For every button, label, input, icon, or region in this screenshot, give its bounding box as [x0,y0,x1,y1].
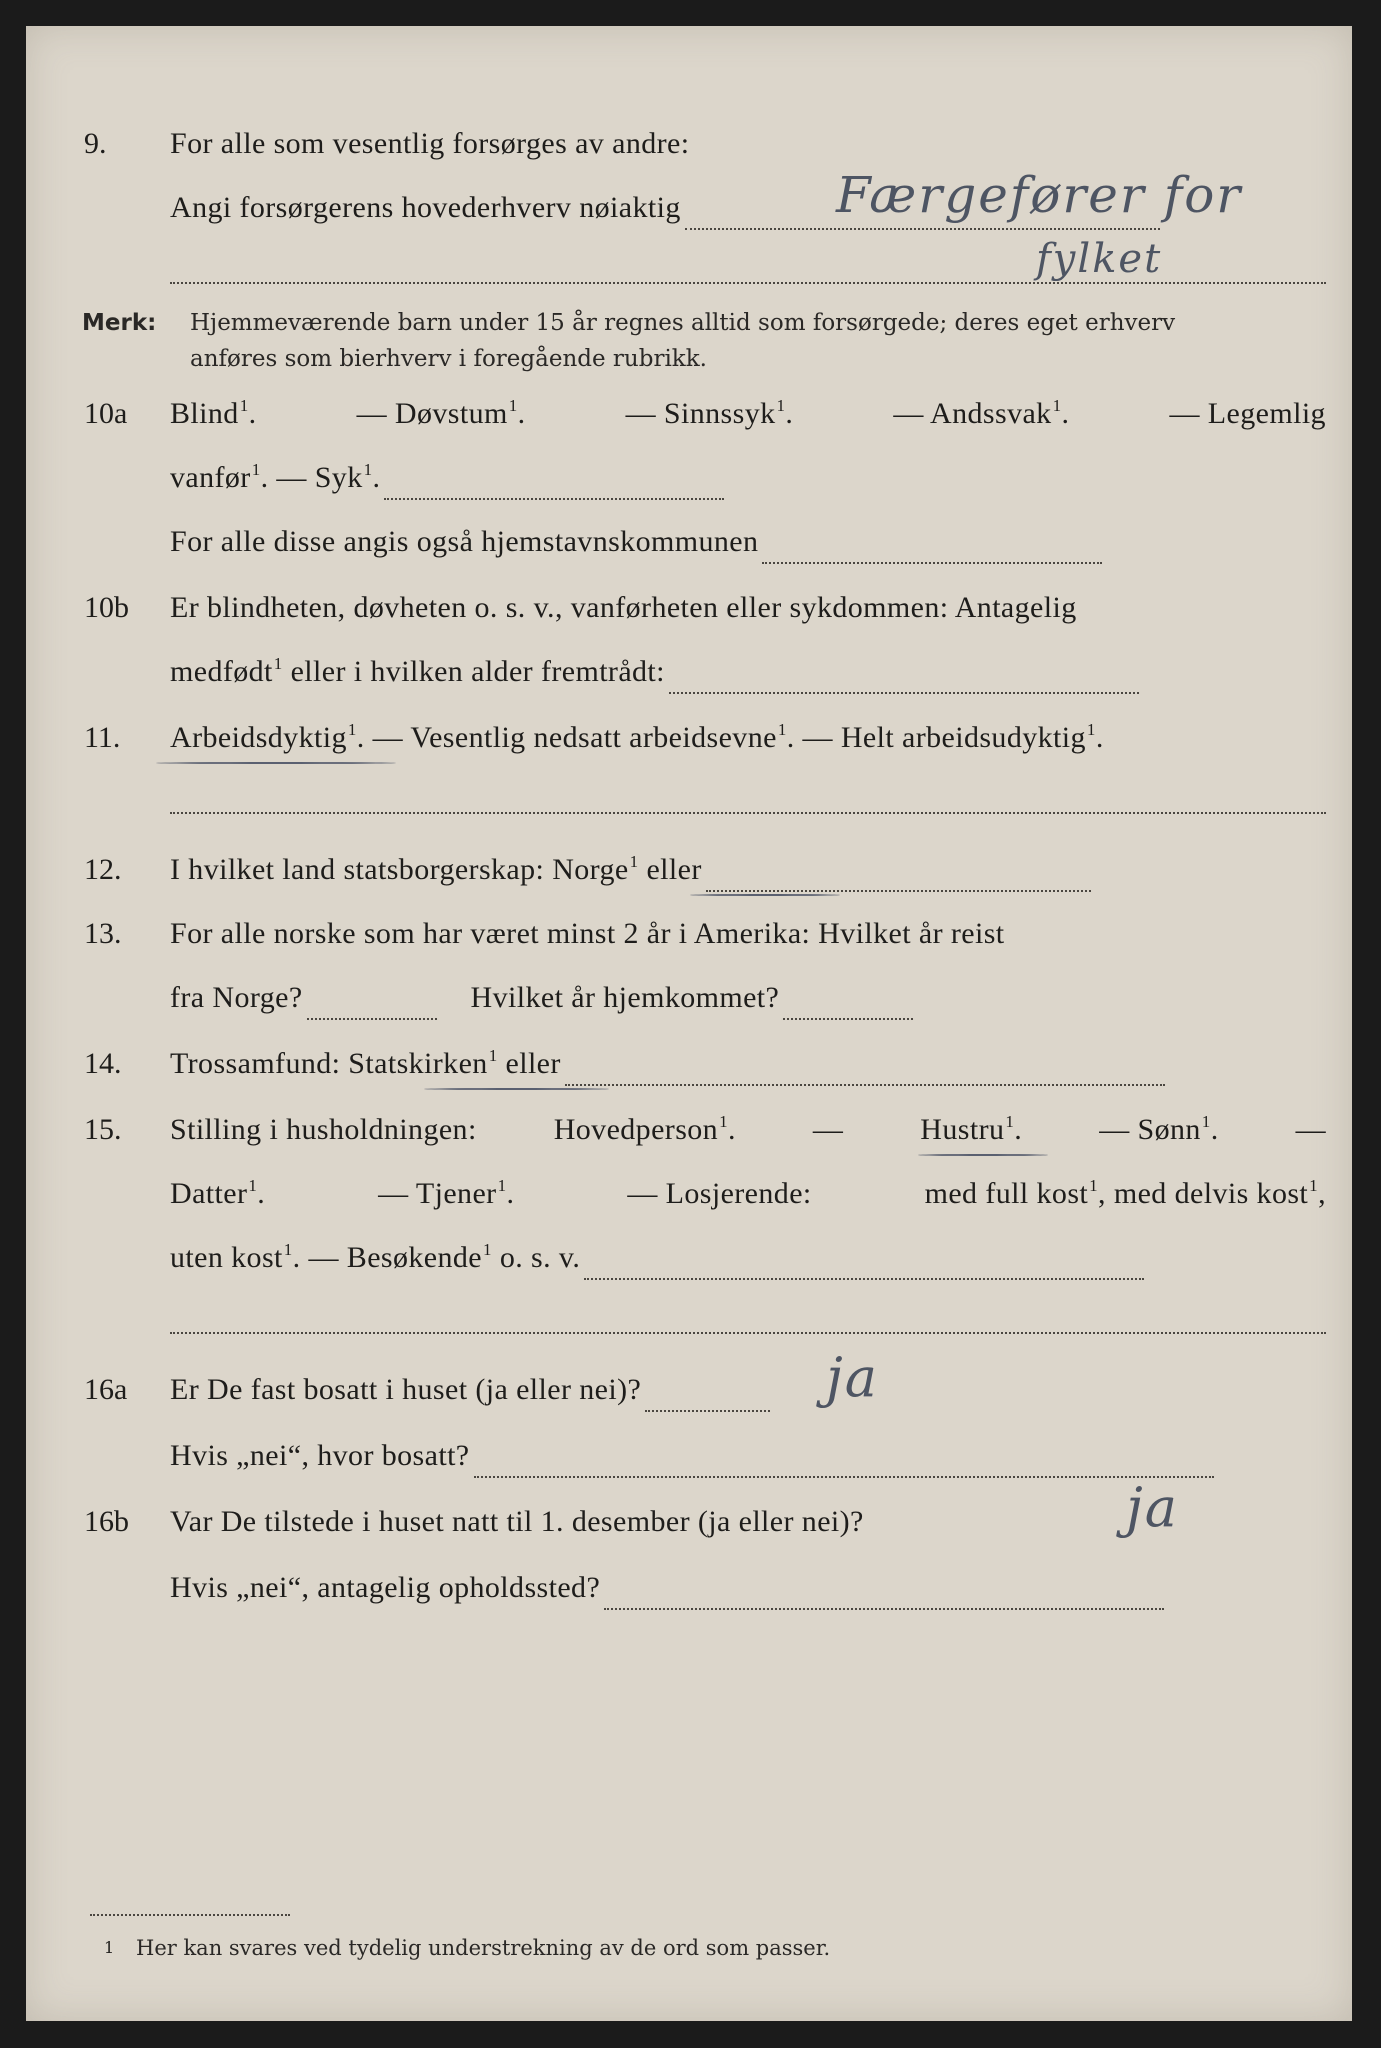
option-dovstum[interactable]: — Døvstum [356,397,508,430]
question-number: 14. [84,1047,122,1080]
footnote-text: Her kan svares ved tydelig understrekning av de ord som passer. [136,1936,831,1960]
option-uten-kost[interactable]: uten kost [170,1241,283,1274]
question-text: Trossamfund: [170,1047,341,1080]
question-text: Angi forsørgerens hovederhverv nøiaktig [170,191,681,224]
question-text: eller i hvilken alder fremtrådt: [290,655,665,688]
census-form-page [26,26,1352,2021]
question-10a-line-3 [26,520,1352,564]
question-11: 11. Arbeidsdyktig$^1$. — Vesentlig nedsatt arbeidsevne$^1$. — Helt arbeidsudyktig$^1$. [26,716,1352,760]
answer-line[interactable] [645,1380,770,1412]
option-nedsatt-arbeidsevne[interactable]: — Vesentlig nedsatt arbeidsevne [372,721,777,754]
answer-line[interactable] [783,988,913,1020]
question-number: 11. [84,721,121,754]
answer-line[interactable] [474,1446,1214,1478]
option-sonn[interactable]: — Sønn [1099,1113,1201,1146]
option-full-kost[interactable]: med full kost [924,1177,1089,1210]
handwritten-underline [690,894,840,896]
question-text: Hvis „nei“, hvor bosatt? [170,1439,470,1472]
handwritten-answer: Færgefører for [836,166,1243,224]
question-15: 15. Stilling i husholdningen: Hovedperson$^1$. — Hustru$^1$. — Sønn$^1$. — [26,1108,1352,1152]
handwritten-answer: ja [1126,1476,1179,1539]
question-text: Stilling i husholdningen: [170,1113,477,1146]
option-norge[interactable]: Norge [552,853,629,886]
question-10a: 10a Blind$^1$. — Døvstum$^1$. — Sinnssyk$^1$. — Andssvak$^1$. — Legemlig [26,392,1352,436]
question-text: eller [505,1047,561,1080]
answer-line[interactable] [384,468,724,500]
question-text: I hvilket land statsborgerskap: [170,853,545,886]
answer-line[interactable] [307,988,437,1020]
question-10b-line-2: medfødt$^1$ eller i hvilken alder fremtrådt: [26,650,1352,694]
question-16b-line-2 [26,1566,1352,1610]
question-text: For alle som vesentlig forsørges av andre: [170,127,690,160]
option-medfodt[interactable]: medfødt [170,655,273,688]
question-text: For alle norske som har været minst 2 år i Amerika: Hvilket år reist [170,917,1005,950]
question-text: Er blindheten, døvheten o. s. v., vanførheten eller sykdommen: Antagelig [170,591,1077,624]
note-text: Hjemmeværende barn under 15 år regnes alltid som forsørgede; deres eget erhverv [190,310,1176,336]
handwritten-underline [918,1154,1048,1156]
question-text: Var De tilstede i huset natt til 1. desember (ja eller nei)? [170,1505,864,1538]
question-number: 10b [84,591,129,624]
question-number: 15. [84,1113,122,1146]
option-statskirken[interactable]: Statskirken [348,1047,488,1080]
option-delvis-kost[interactable]: , med delvis kost [1098,1177,1309,1210]
option-losjerende[interactable]: — Losjerende: [627,1177,812,1210]
answer-line[interactable] [604,1578,1164,1610]
answer-line[interactable] [170,1332,1326,1334]
question-text: o. s. v. [499,1241,581,1274]
option-besokende[interactable]: — Besøkende [308,1241,483,1274]
question-text: Hvilket år hjemkommet? [470,981,780,1014]
question-16a [26,1368,1352,1412]
option-hovedperson[interactable]: Hovedperson [553,1113,719,1146]
answer-line[interactable] [584,1248,1144,1280]
question-13 [26,912,1352,956]
question-10b [26,586,1352,630]
option-andssvak[interactable]: — Andssvak [893,397,1052,430]
handwritten-answer: fylket [1036,236,1163,282]
dash: — [1295,1113,1326,1146]
handwritten-answer: ja [826,1346,879,1409]
option-arbeidsdyktig[interactable]: Arbeidsdyktig [170,721,347,754]
question-13-line-2 [26,976,1352,1020]
option-sinnssyk[interactable]: — Sinnssyk [625,397,776,430]
option-datter[interactable]: Datter [170,1177,248,1210]
question-15-line-2: Datter$^1$. — Tjener$^1$. — Losjerende: med full kost$^1$, med delvis kost$^1$, [26,1172,1352,1216]
option-vanfor[interactable]: vanfør [170,461,251,494]
question-14: 14. Trossamfund: Statskirken$^1$ eller [26,1042,1352,1086]
option-syk[interactable]: — Syk [276,461,363,494]
question-number: 9. [84,127,107,160]
option-blind[interactable]: Blind [170,397,239,430]
option-legemlig[interactable]: — Legemlig [1169,397,1326,430]
note-text: anføres som bierhverv i foregående rubrikk. [190,346,707,372]
answer-line[interactable] [706,860,1091,892]
footnote-mark: 1 [104,1938,115,1957]
question-9 [26,122,1352,166]
question-10a-line-2: vanfør$^1$. — Syk$^1$. [26,456,1352,500]
question-text: Er De fast bosatt i huset (ja eller nei)? [170,1373,642,1406]
answer-line[interactable] [170,282,1326,284]
question-number: 13. [84,917,122,950]
footnote-rule [90,1914,290,1916]
option-arbeidsudyktig[interactable]: — Helt arbeidsudyktig [802,721,1086,754]
question-15-line-3: uten kost$^1$. — Besøkende$^1$ o. s. v. [26,1236,1352,1280]
question-number: 12. [84,853,122,886]
answer-line[interactable] [669,662,1139,694]
dash: — [812,1113,844,1146]
question-16a-line-2 [26,1434,1352,1478]
option-hustru[interactable]: Hustru [920,1113,1005,1146]
handwritten-underline [424,1088,609,1090]
question-text: For alle disse angis også hjemstavnskommunen [170,525,759,558]
answer-line[interactable] [762,532,1102,564]
question-number: 10a [84,397,128,430]
question-text: Hvis „nei“, antagelig opholdssted? [170,1571,601,1604]
question-number: 16b [84,1505,129,1538]
handwritten-underline [156,762,396,764]
answer-line[interactable] [565,1054,1165,1086]
question-text: fra Norge? [170,981,303,1014]
question-12: 12. I hvilket land statsborgerskap: Norge$^1$ eller [26,848,1352,892]
question-text: eller [646,853,702,886]
question-number: 16a [84,1373,128,1406]
option-tjener[interactable]: — Tjener [378,1177,497,1210]
answer-line[interactable] [170,812,1326,814]
note-label: Merk: [82,310,157,336]
